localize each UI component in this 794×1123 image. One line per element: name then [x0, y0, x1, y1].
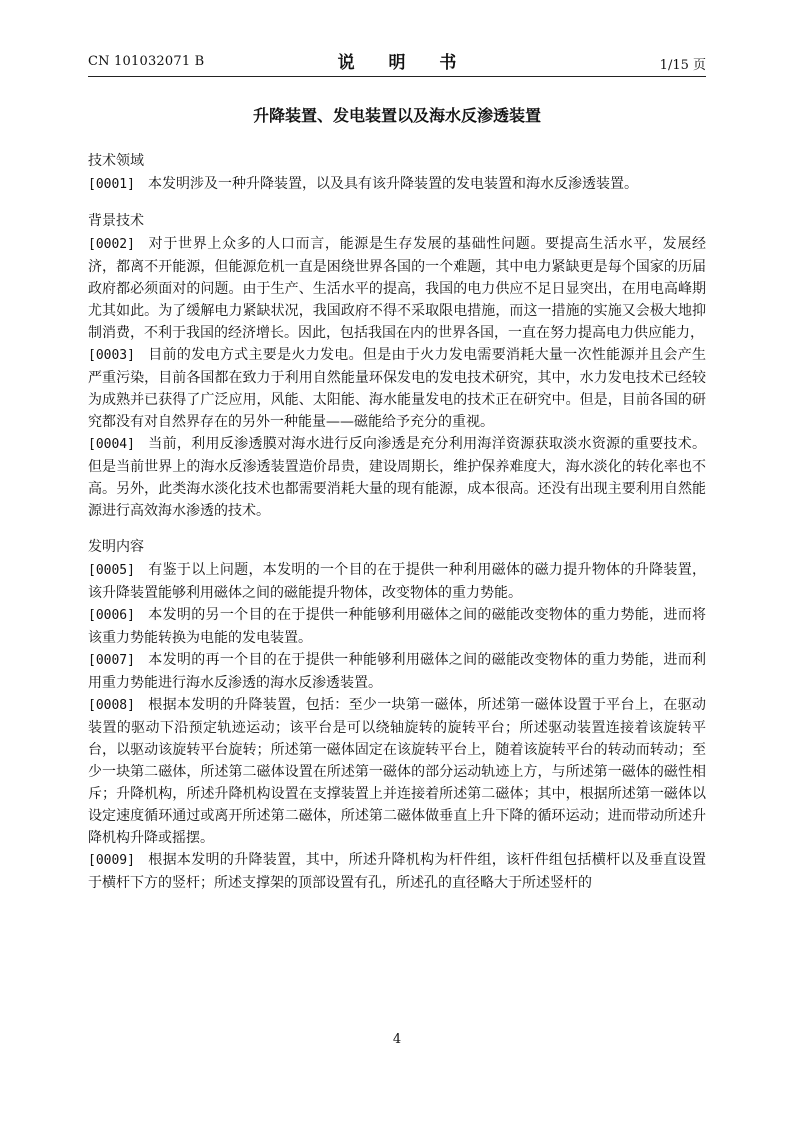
paragraph — [88, 559, 706, 604]
paragraph-id: [0009] — [88, 853, 135, 868]
paragraph-text: 本发明的另一个目的在于提供一种能够利用磁体之间的磁能改变物体的重力势能，进而将该重力势能转换为电能的发电装置。 — [88, 607, 706, 646]
paragraph-text: 有鉴于以上问题，本发明的一个目的在于提供一种利用磁体的磁力提升物体的升降装置，该升降装置能够利用磁体之间的磁能提升物体，改变物体的重力势能。 — [88, 562, 706, 601]
header-divider — [88, 76, 706, 77]
section-heading: 技术领域 — [88, 153, 144, 169]
paragraph-id: [0002] — [88, 237, 135, 252]
paragraph-text: 目前的发电方式主要是火力发电。但是由于火力发电需要消耗大量一次性能源并且会产生严重污染，目前各国都在致力于利用自然能量环保发电的发电技术研究，其中，水力发电技术已经较为成熟并已获得了广泛应用，风能、太阳能、海水能量发电的技术正在研究中。但是，目前各国的研究都没有对自然界存在的另外一种能量——磁能给予充分的重视。 — [88, 347, 706, 430]
page-number: 4 — [392, 1032, 402, 1047]
paragraph-id: [0007] — [88, 653, 135, 668]
paragraph — [88, 433, 706, 522]
document-type: 说 明 书 — [337, 53, 471, 73]
paragraph — [88, 233, 706, 344]
paragraph-id: [0005] — [88, 563, 135, 578]
document-body — [88, 150, 706, 908]
section-summary — [88, 536, 706, 894]
paragraph-id: [0003] — [88, 348, 135, 363]
paragraph-text: 根据本发明的升降装置，其中，所述升降机构为杆件组，该杆件组包括横杆以及垂直设置于横杆下方的竖杆；所述支撑架的顶部设置有孔，所述孔的直径略大于所述竖杆的 — [88, 852, 706, 891]
section-technical-field — [88, 150, 706, 196]
paragraph — [88, 173, 706, 196]
section-heading: 背景技术 — [88, 213, 144, 229]
paragraph-text: 根据本发明的升降装置，包括：至少一块第一磁体，所述第一磁体设置于平台上，在驱动装置的驱动下沿预定轨迹运动；该平台是可以绕轴旋转的旋转平台；所述驱动装置连接着该旋转平台，以驱动该旋转平台旋转；所述第一磁体固定在该旋转平台上，随着该旋转平台的转动而转动；至少一块第二磁体，所述第二磁体设置在所述第一磁体的部分运动轨迹上方，与所述第一磁体的磁性相斥；升降机构，所述升降机构设置在支撑装置上并连接着所述第二磁体；其中，根据所述第一磁体以设定速度循环通过或离开所述第二磁体，所述第二磁体做垂直上升下降的循环运动；进而带动所述升降机构升降或摇摆。 — [88, 697, 706, 846]
paragraph — [88, 649, 706, 694]
paragraph — [88, 694, 706, 849]
paragraph-text: 本发明的再一个目的在于提供一种能够利用磁体之间的磁能改变物体的重力势能，进而利用重力势能进行海水反渗透的海水反渗透装置。 — [88, 652, 706, 691]
paragraph — [88, 604, 706, 649]
page-header — [88, 48, 706, 76]
paragraph-id: [0004] — [88, 437, 135, 452]
page-count: 1/15 页 — [659, 58, 706, 73]
paragraph-text: 本发明涉及一种升降装置，以及具有该升降装置的发电装置和海水反渗透装置。 — [148, 176, 638, 192]
document-title: 升降装置、发电装置以及海水反渗透装置 — [252, 106, 541, 125]
paragraph-text: 当前，利用反渗透膜对海水进行反向渗透是充分利用海洋资源获取淡水资源的重要技术。但是当前世界上的海水反渗透装置造价昂贵，建设周期长，维护保养难度大，海水淡化的转化率也不高。另外，此类海水淡化技术也都需要消耗大量的现有能源，成本很高。还没有出现主要利用自然能源进行高效海水渗透的技术。 — [88, 436, 706, 519]
section-heading: 发明内容 — [88, 539, 144, 555]
paragraph-id: [0006] — [88, 608, 135, 623]
patent-number: CN 101032071 B — [88, 54, 205, 69]
paragraph-text: 对于世界上众多的人口而言，能源是生存发展的基础性问题。要提高生活水平，发展经济，都离不开能源，但能源危机一直是困绕世界各国的一个难题，其中电力紧缺更是每个国家的历届政府都必须面对的问题。由于生产、生活水平的提高，我国的电力供应不足日显突出，在用电高峰期尤其如此。为了缓解电力紧缺状况，我国政府不得不采取限电措施，而这一措施的实施又会极大地抑制消费，不利于我国的经济增长。因此，包括我国在内的世界各国，一直在努力提高电力供应能力， — [88, 236, 706, 341]
paragraph — [88, 344, 706, 433]
paragraph-id: [0008] — [88, 698, 135, 713]
paragraph-id: [0001] — [88, 177, 135, 192]
section-background — [88, 210, 706, 522]
paragraph — [88, 849, 706, 894]
